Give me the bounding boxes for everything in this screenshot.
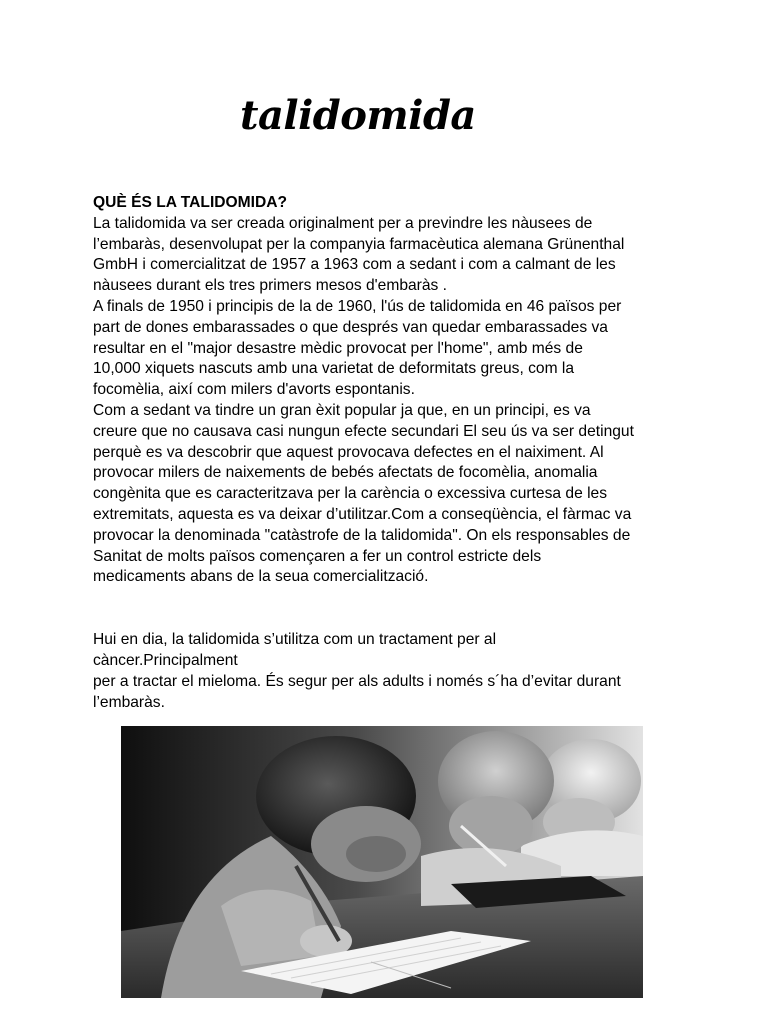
text-line: provocar milers de naixements de bebés afectats de focomèlia, anomalia (93, 464, 598, 482)
document-body (93, 193, 683, 713)
text-line: l’embaràs, desenvolupat per la companyia farmacèutica alemana Grünenthal (93, 235, 625, 253)
text-line: resultar en el "major desastre mèdic provocat per l'home", amb més de (93, 339, 583, 357)
section-heading: QUÈ ÉS LA TALIDOMIDA? (93, 194, 288, 211)
text-line: La talidomida va ser creada originalment per a previndre les nàusees de (93, 214, 593, 232)
text-line: GmbH i comercialitzat de 1957 a 1963 com a sedant i com a calmant de les (93, 256, 616, 274)
text-line: medicaments abans de la seua comercialització. (93, 568, 429, 586)
paragraph-2 (93, 297, 683, 401)
text-line: creure que no causava casi nungun efecte secundari El seu ús va ser detingut (93, 422, 634, 440)
text-line: Hui en dia, la talidomida s’utilitza com un tractament per al (93, 631, 497, 649)
paragraph-gap (93, 588, 683, 630)
document-title: talidomida (240, 92, 476, 139)
text-line: focomèlia, així com milers d'avorts espontanis. (93, 381, 415, 399)
text-line: perquè es va descobrir que aquest provocava defectes en el naiximent. Al (93, 443, 604, 461)
text-line: Sanitat de molts països començaren a fer un control estricte dels (93, 547, 542, 565)
text-line: l’embaràs. (93, 693, 165, 711)
paragraph-3 (93, 401, 683, 588)
paragraph-1 (93, 214, 683, 297)
text-line: nàusees durant els tres primers mesos d'embaràs . (93, 277, 447, 295)
text-line: per a tractar el mieloma. És segur per als adults i només s´ha d’evitar durant (93, 672, 621, 690)
text-line: congènita que es caracteritzava per la carència o excessiva curtesa de les (93, 485, 608, 503)
text-line: A finals de 1950 i principis de la de 1960, l'ús de talidomida en 46 països per (93, 297, 622, 315)
children-writing-photo (121, 726, 643, 998)
text-line: provocar la denominada "catàstrofe de la talidomida". On els responsables de (93, 526, 631, 544)
text-line: part de dones embarassades o que després van quedar embarassades va (93, 318, 608, 336)
text-line: Com a sedant va tindre un gran èxit popular ja que, en un principi, es va (93, 401, 591, 419)
text-line: extremitats, aquesta es va deixar d’utilitzar.Com a conseqüència, el fàrmac va (93, 505, 632, 523)
text-line: 10,000 xiquets nascuts amb una varietat de deformitats greus, com la (93, 360, 575, 378)
paragraph-4 (93, 630, 683, 713)
text-line: càncer.Principalment (93, 651, 238, 669)
